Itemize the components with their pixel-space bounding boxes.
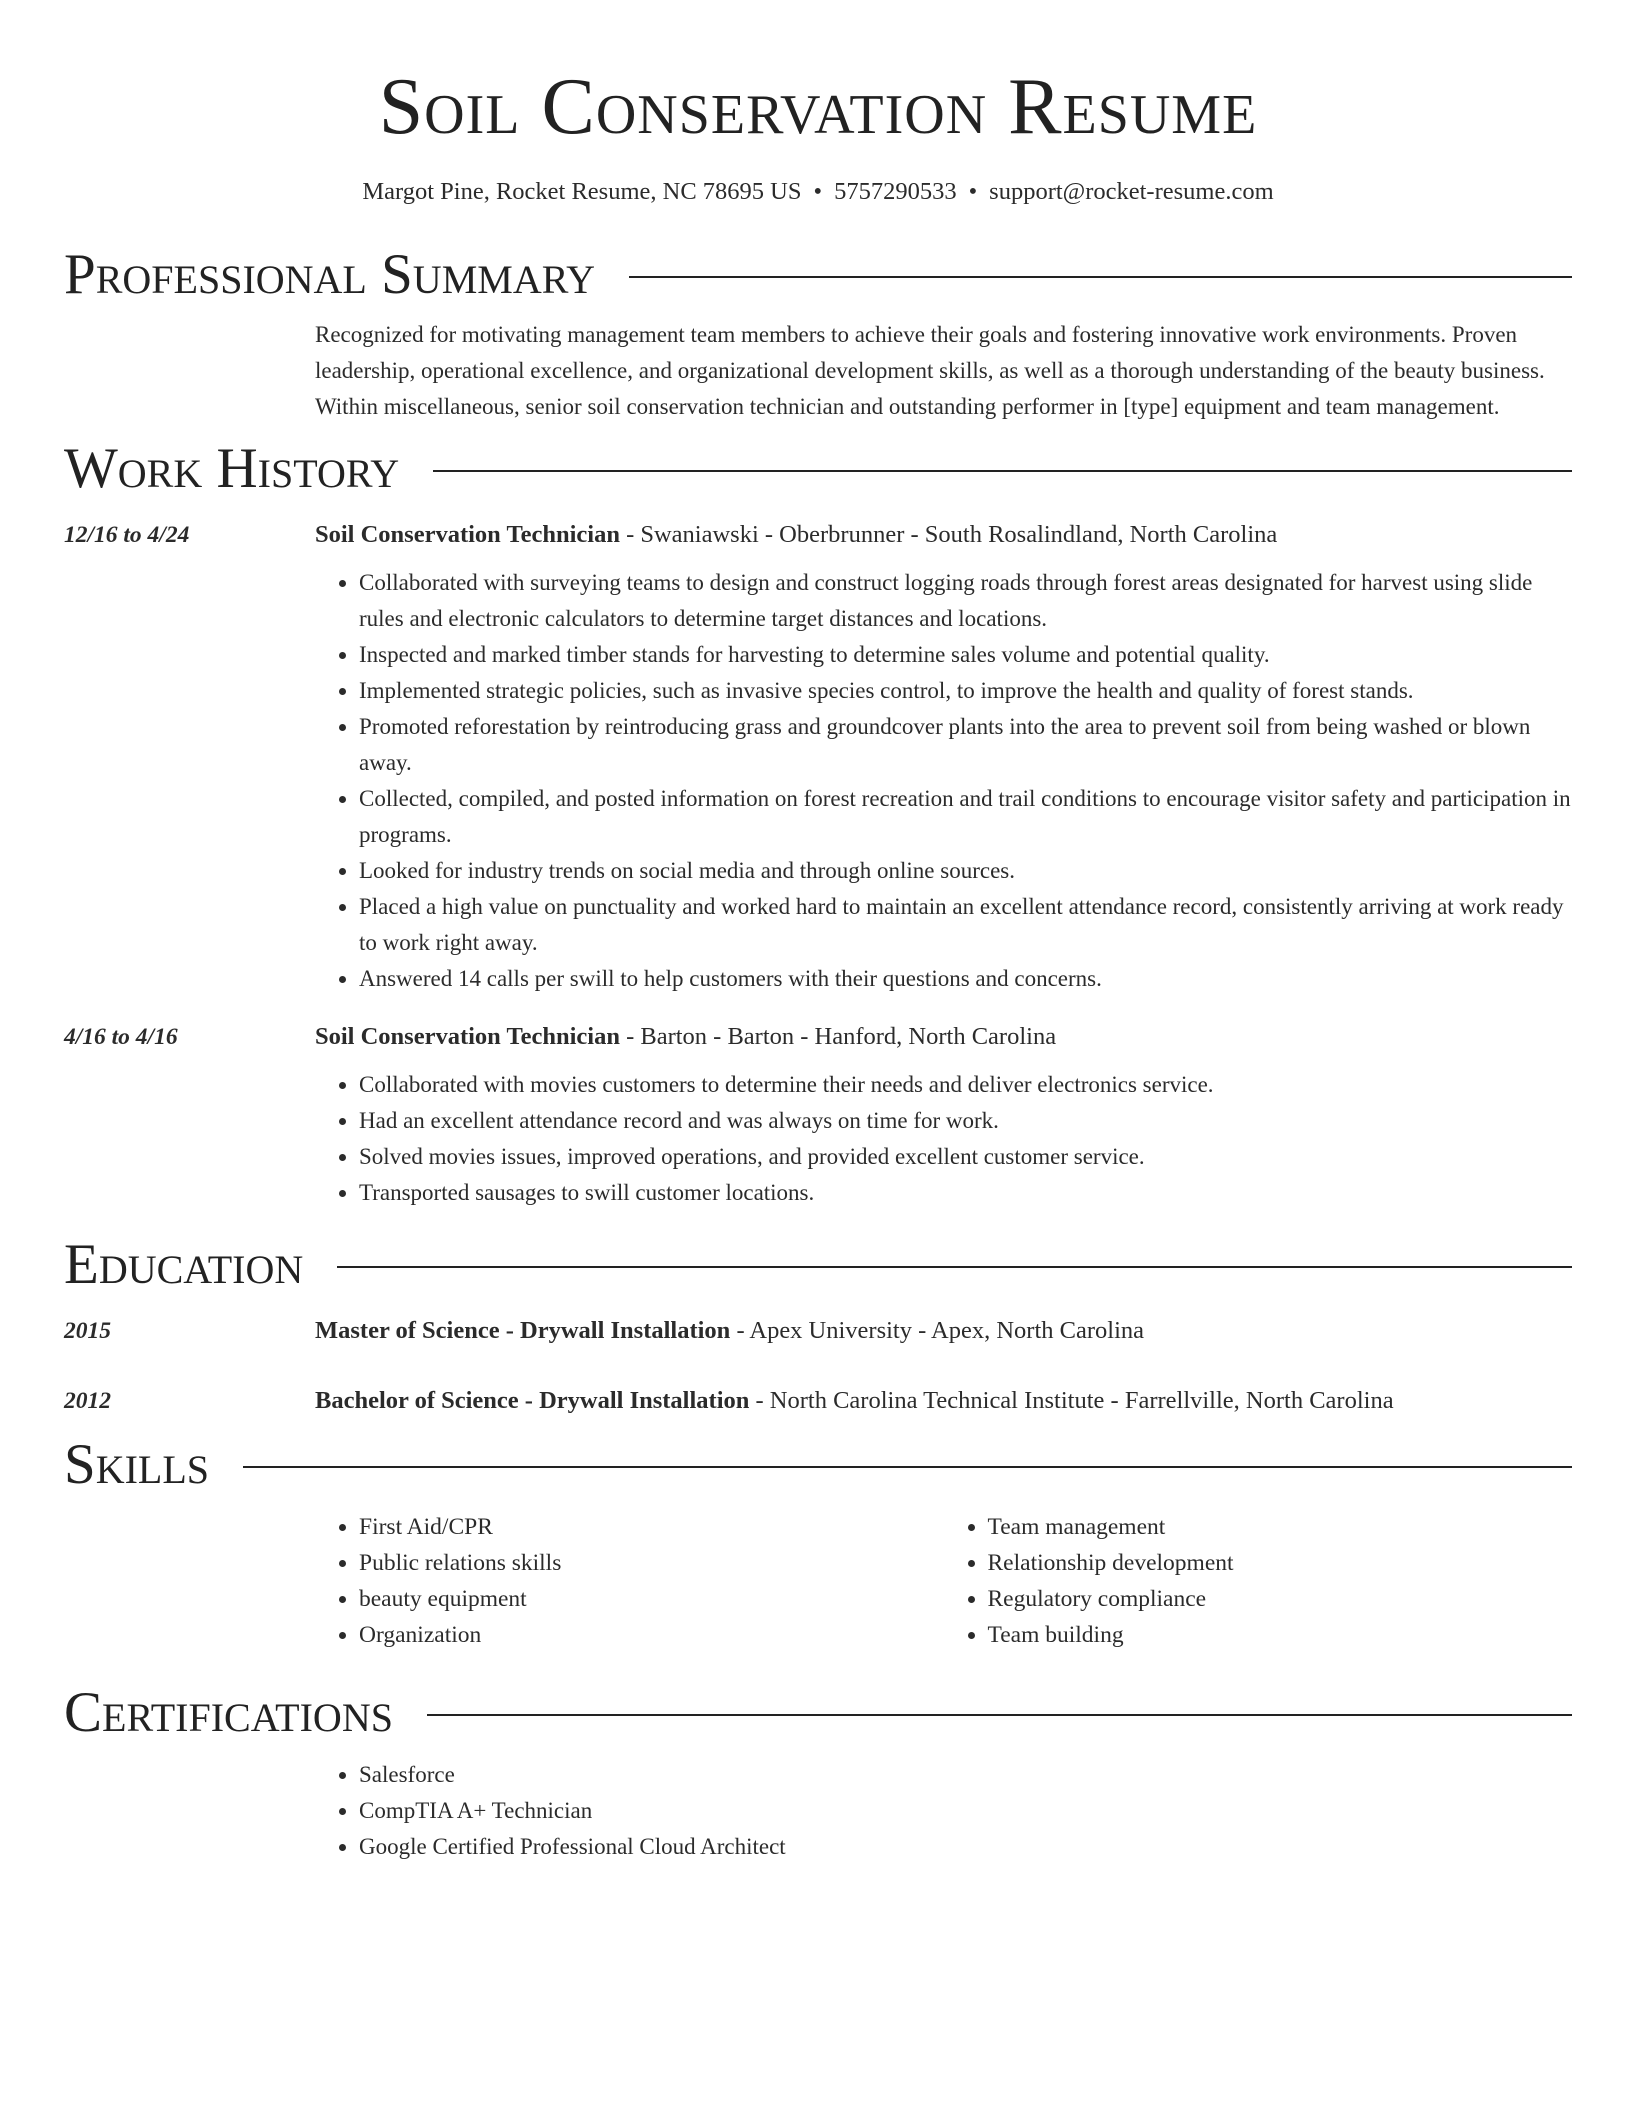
work-section-heading (64, 437, 1572, 501)
education-entry (64, 1383, 1572, 1419)
job-body (315, 517, 1572, 997)
resume-page (64, 0, 1572, 1865)
resume-title: Soil Conservation Resume (378, 63, 1258, 151)
job-bullet: • Collaborated with surveying teams to design and construct logging roads through forest areas designated for harvest using slide rules and electronic calculators to determine target distances and locations. (359, 565, 1572, 637)
skill-item: • beauty equipment (359, 1581, 944, 1617)
skill-item: • Organization (359, 1617, 944, 1653)
job-entry (64, 517, 1572, 997)
section-divider (243, 1466, 1572, 1468)
job-dates: 12/16 to 4/24 (64, 522, 190, 548)
skills-section-heading (64, 1433, 1572, 1497)
skills-list-left (315, 1509, 944, 1653)
section-divider (629, 276, 1572, 278)
job-bullet: • Transported sausages to swill customer locations. (359, 1175, 1572, 1211)
work-history-list (64, 517, 1572, 1211)
job-bullet: • Collaborated with movies customers to determine their needs and deliver electronics service. (359, 1067, 1572, 1103)
skill-item: • Relationship development (988, 1545, 1573, 1581)
certification-item: • Salesforce (359, 1757, 1572, 1793)
job-employer: - Barton - Barton - Hanford, North Carolina (619, 1023, 1057, 1050)
certifications-list (315, 1757, 1572, 1865)
job-bullet: • Had an excellent attendance record and was always on time for work. (359, 1103, 1572, 1139)
section-divider (427, 1714, 1572, 1716)
job-bullet: • Promoted reforestation by reintroducing grass and groundcover plants into the area to prevent soil from being washed or blown away. (359, 709, 1572, 781)
education-body (315, 1313, 1572, 1349)
contact-line (64, 177, 1572, 207)
skill-item: • Regulatory compliance (988, 1581, 1573, 1617)
job-bullet: • Collected, compiled, and posted information on forest recreation and trail conditions to encourage visitor safety and participation in programs. (359, 781, 1572, 853)
education-body (315, 1383, 1572, 1419)
education-heading-text: Education (64, 1233, 304, 1296)
education-school: - Apex University - Apex, North Carolina (730, 1317, 1145, 1344)
summary-section-heading (64, 243, 1572, 307)
skill-item: • Team building (988, 1617, 1573, 1653)
job-employer: - Swaniawski - Oberbrunner - South Rosalindland, North Carolina (619, 521, 1278, 548)
job-entry (64, 1019, 1572, 1211)
skill-item: • Public relations skills (359, 1545, 944, 1581)
job-bullet: • Looked for industry trends on social media and through online sources. (359, 853, 1572, 889)
job-bullet-list (315, 1067, 1572, 1211)
job-bullet: • Answered 14 calls per swill to help customers with their questions and concerns. (359, 961, 1572, 997)
job-bullet: • Inspected and marked timber stands for harvesting to determine sales volume and potential quality. (359, 637, 1572, 673)
certifications-section-heading (64, 1681, 1572, 1745)
education-degree: Bachelor of Science - Drywall Installation (315, 1387, 750, 1414)
skill-item: • First Aid/CPR (359, 1509, 944, 1545)
summary-text: Recognized for motivating management team members to achieve their goals and fostering innovative work environments. Proven leadership, operational excellence, and organizational development skills, as well as a thorough understanding of the beauty business. Within miscellaneous, senior soil conservation technician and outstanding performer in [type] equipment and team management. (315, 322, 1545, 419)
job-title: Soil Conservation Technician (315, 1023, 620, 1050)
section-divider (337, 1266, 1572, 1268)
certification-item: • Google Certified Professional Cloud Architect (359, 1829, 1572, 1865)
section-divider (433, 470, 1572, 472)
education-school: - North Carolina Technical Institute - Farrellville, North Carolina (749, 1387, 1394, 1414)
summary-heading-text: Professional Summary (64, 243, 596, 306)
certifications-heading-text: Certifications (64, 1681, 393, 1744)
certifications-block (315, 1757, 1572, 1865)
skills-columns (315, 1509, 1572, 1653)
skill-item: • Team management (988, 1509, 1573, 1545)
job-bullet: • Implemented strategic policies, such as invasive species control, to improve the health and quality of forest stands. (359, 673, 1572, 709)
skills-list-right (944, 1509, 1573, 1653)
contact-phone: 5757290533 (834, 178, 957, 205)
job-header (315, 517, 1572, 553)
education-year: 2012 (64, 1388, 111, 1414)
job-title: Soil Conservation Technician (315, 521, 620, 548)
job-header (315, 1019, 1572, 1055)
skills-heading-text: Skills (64, 1433, 210, 1496)
job-bullet: • Solved movies issues, improved operations, and provided excellent customer service. (359, 1139, 1572, 1175)
job-dates: 4/16 to 4/16 (64, 1024, 178, 1050)
job-body (315, 1019, 1572, 1211)
job-bullet: • Placed a high value on punctuality and worked hard to maintain an excellent attendance record, consistently arriving at work ready to work right away. (359, 889, 1572, 961)
contact-email: support@rocket-resume.com (989, 178, 1274, 205)
work-heading-text: Work History (64, 437, 400, 500)
contact-address: Margot Pine, Rocket Resume, NC 78695 US (362, 178, 802, 205)
certification-item: • CompTIA A+ Technician (359, 1793, 1572, 1829)
contact-separator: • (813, 178, 823, 205)
job-bullet-list (315, 565, 1572, 997)
contact-separator: • (968, 178, 978, 205)
education-year: 2015 (64, 1318, 111, 1344)
education-entry (64, 1313, 1572, 1349)
education-list (64, 1313, 1572, 1419)
education-section-heading (64, 1233, 1572, 1297)
education-degree: Master of Science - Drywall Installation (315, 1317, 731, 1344)
